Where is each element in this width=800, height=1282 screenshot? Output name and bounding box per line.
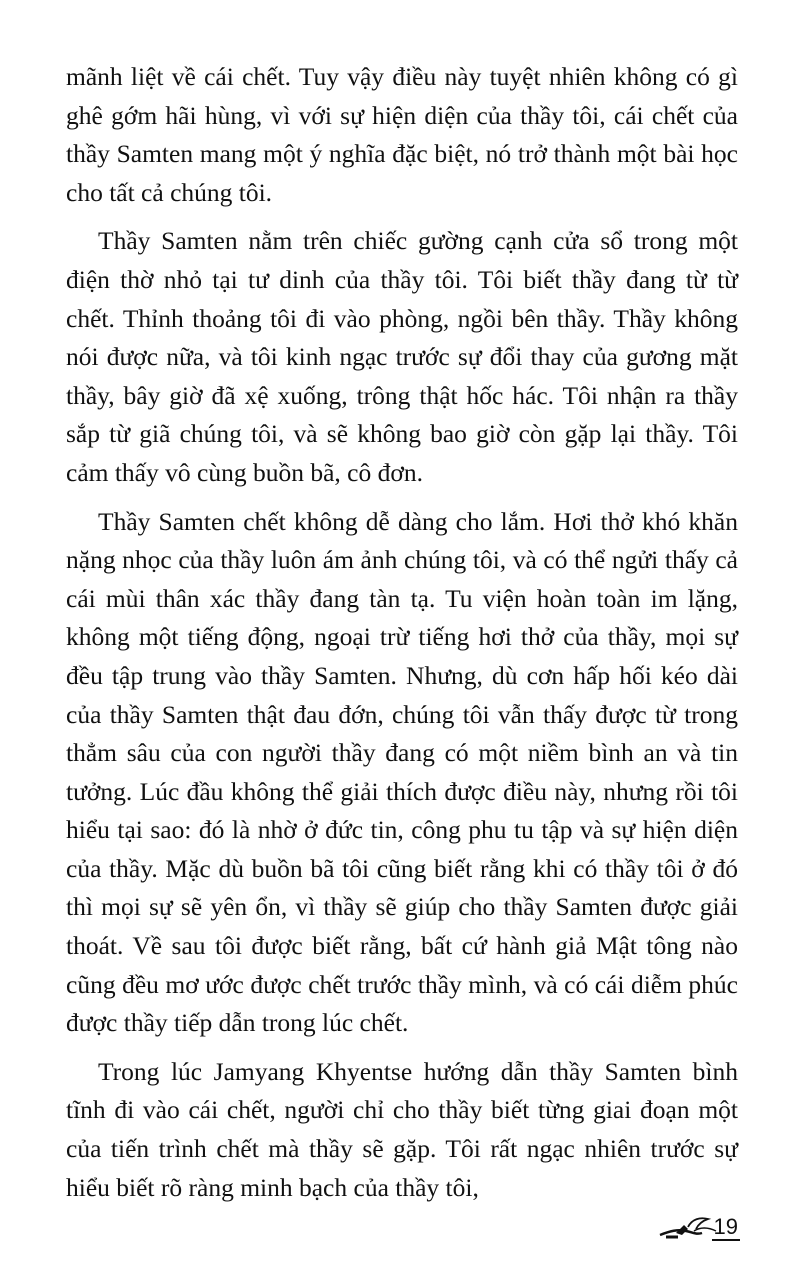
page-footer (658, 1208, 740, 1248)
paragraph-1: mãnh liệt về cái chết. Tuy vậy điều này tuyệt nhiên không có gì ghê gớm hãi hùng, vì với sự hiện diện của thầy tôi, cái chết của thầy Samten mang một ý nghĩa đặc biệt, nó trở thành một bài học cho tất cả chúng tôi. (66, 62, 738, 207)
paragraph-4: Trong lúc Jamyang Khyentse hướng dẫn thầy Samten bình tĩnh đi vào cái chết, người chỉ cho thầy biết từng giai đoạn một của tiến trình chết mà thầy sẽ gặp. Tôi rất ngạc nhiên trước sự hiểu biết rõ ràng minh bạch của thầy tôi, (66, 1056, 738, 1202)
page-number: 19 (713, 1214, 738, 1239)
bird-flourish-icon (658, 1213, 718, 1243)
paragraph-2: Thầy Samten nằm trên chiếc gường cạnh cửa sổ trong một điện thờ nhỏ tại tư dinh của thầy tôi. Tôi biết thầy đang từ từ chết. Thỉnh thoảng tôi đi vào phòng, ngồi bên thầy. Thầy không nói được nữa, và tôi kinh ngạc trước sự đổi thay của gương mặt thầy, bây giờ đã xệ xuống, trông thật hốc hác. Tôi nhận ra thầy sắp từ giã chúng tôi, và sẽ không bao giờ còn gặp lại thầy. Tôi cảm thấy vô cùng buồn bã, cô đơn. (66, 226, 738, 487)
page-body (66, 58, 738, 1217)
paragraph-3: Thầy Samten chết không dễ dàng cho lắm. Hơi thở khó khăn nặng nhọc của thầy luôn ám ảnh chúng tôi, và có thể ngửi thấy cả cái mùi thân xác thầy đang tàn tạ. Tu viện hoàn toàn im lặng, không một tiếng động, ngoại trừ tiếng hơi thở của thầy, mọi sự đều tập trung vào thầy Samten. Nhưng, dù cơn hấp hối kéo dài của thầy Samten thật đau đớn, chúng tôi vẫn thấy được từ trong thẳm sâu của con người thầy đang có một niềm bình an và tin tưởng. Lúc đầu không thể giải thích được điều này, nhưng rồi tôi hiểu tại sao: đó là nhờ ở đức tin, công phu tu tập và sự hiện diện của thầy. Mặc dù buồn bã tôi cũng biết rằng khi có thầy tôi ở đó thì mọi sự sẽ yên ổn, vì thầy sẽ giúp cho thầy Samten được giải thoát. Về sau tôi được biết rằng, bất cứ hành giả Mật tông nào cũng đều mơ ước được chết trước thầy mình, và có cái diễm phúc được thầy tiếp dẫn trong lúc chết. (66, 506, 738, 1038)
